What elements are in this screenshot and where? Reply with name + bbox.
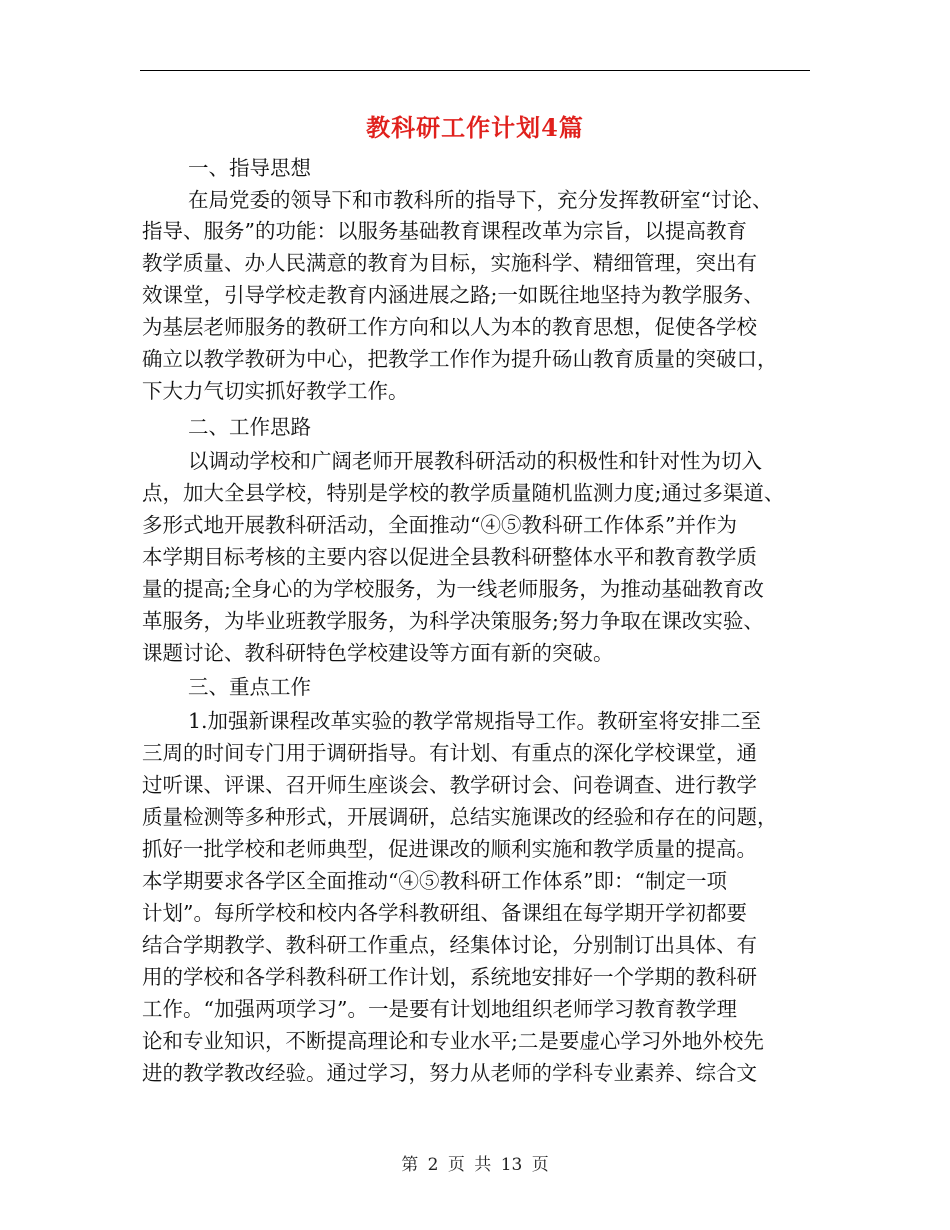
- section-heading: 二、工作思路: [188, 415, 311, 439]
- paragraph-line: 点，加大全县学校，特别是学校的教学质量随机监测力度;通过多渠道、: [142, 481, 785, 505]
- paragraph-line: 为基层老师服务的教研工作方向和以人为本的教育思想，促使各学校: [142, 315, 757, 339]
- paragraph-line: 以调动学校和广阔老师开展教科研活动的积极性和针对性为切入: [188, 449, 762, 473]
- paragraph-line: 革服务，为毕业班教学服务，为科学决策服务;努力争取在课改实验、: [142, 609, 764, 633]
- paragraph-line: 结合学期教学、教科研工作重点，经集体讨论，分别制订出具体、有: [142, 933, 757, 957]
- paragraph-line: 确立以教学教研为中心，把教学工作作为提升砀山教育质量的突破口，: [142, 347, 778, 371]
- paragraph-line: 三周的时间专门用于调研指导。有计划、有重点的深化学校课堂，通: [142, 741, 757, 765]
- paragraph-line: 量的提高;全身心的为学校服务，为一线老师服务，为推动基础教育改: [142, 577, 764, 601]
- paragraph-line: 工作。“加强两项学习”。一是要有计划地组织老师学习教育教学理: [142, 997, 737, 1021]
- header-rule: [140, 70, 810, 71]
- paragraph-line: 指导、服务”的功能：以服务基础教育课程改革为宗旨，以提高教育: [142, 219, 747, 243]
- paragraph-line: 课题讨论、教科研特色学校建设等方面有新的突破。: [142, 641, 614, 665]
- paragraph-line: 本学期目标考核的主要内容以促进全县教科研整体水平和教育教学质: [142, 545, 757, 569]
- paragraph-line: 效课堂，引导学校走教育内涵进展之路;一如既往地坚持为教学服务、: [142, 283, 764, 307]
- section-heading: 三、重点工作: [188, 675, 311, 699]
- paragraph-line: 质量检测等多种形式，开展调研，总结实施课改的经验和存在的问题，: [142, 805, 778, 829]
- document-title: 教科研工作计划4篇: [366, 113, 584, 142]
- page-footer: 第 2 页 共 13 页: [401, 1155, 549, 1175]
- paragraph-line: 本学期要求各学区全面推动“④⑤教科研工作体系”即：“制定一项: [142, 869, 727, 893]
- paragraph-line: 抓好一批学校和老师典型，促进课改的顺利实施和教学质量的提高。: [142, 837, 757, 861]
- paragraph-line: 论和专业知识，不断提高理论和专业水平;二是要虚心学习外地外校先: [142, 1029, 764, 1053]
- paragraph-line: 计划”。每所学校和校内各学科教研组、备课组在每学期开学初都要: [142, 901, 747, 925]
- paragraph-line: 教学质量、办人民满意的教育为目标，实施科学、精细管理，突出有: [142, 251, 757, 275]
- paragraph-line: 进的教学教改经验。通过学习，努力从老师的学科专业素养、综合文: [142, 1061, 757, 1085]
- paragraph-line: 下大力气切实抓好教学工作。: [142, 379, 409, 403]
- section-heading: 一、指导思想: [188, 156, 311, 180]
- paragraph-line: 在局党委的领导下和市教科所的指导下，充分发挥教研室“讨论、: [188, 188, 773, 212]
- paragraph-line: 用的学校和各学科教科研工作计划，系统地安排好一个学期的教科研: [142, 965, 757, 989]
- paragraph-line: 过听课、评课、召开师生座谈会、教学研讨会、问卷调查、进行教学: [142, 773, 757, 797]
- paragraph-line: 1.加强新课程改革实验的教学常规指导工作。教研室将安排二至: [188, 709, 762, 733]
- paragraph-line: 多形式地开展教科研活动，全面推动“④⑤教科研工作体系”并作为: [142, 513, 737, 537]
